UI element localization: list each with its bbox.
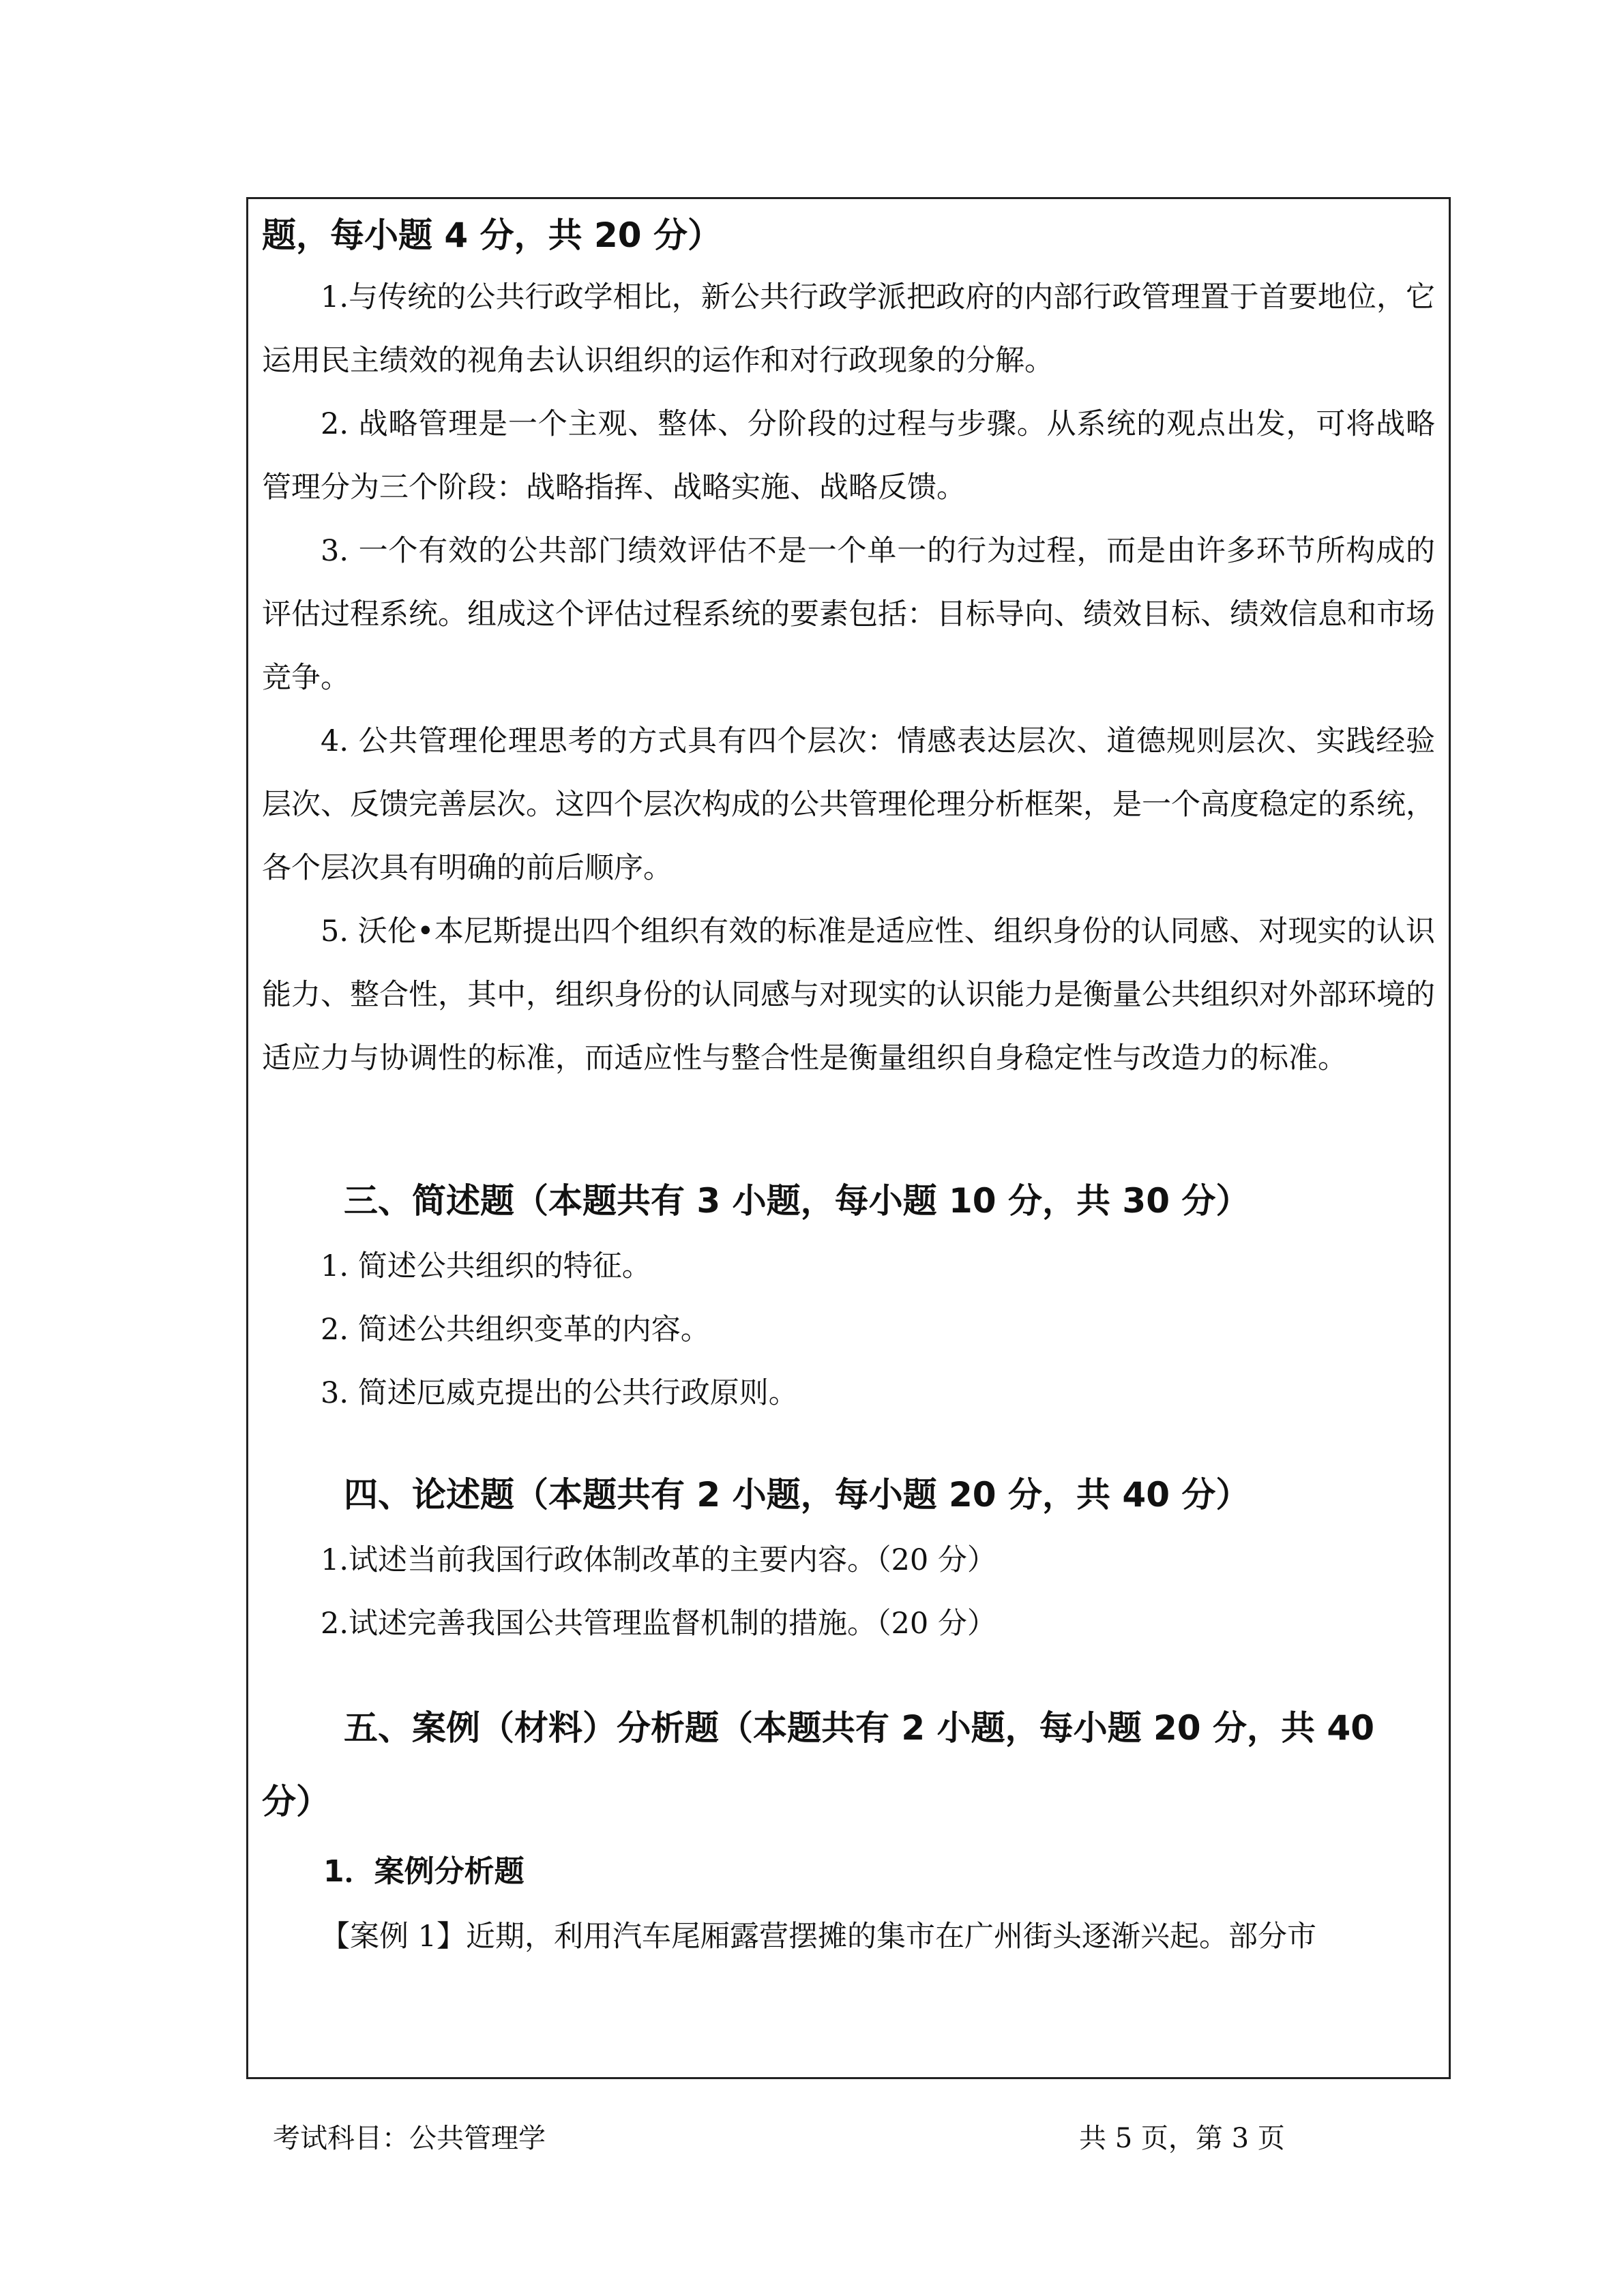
section4-heading: 四、论述题（本题共有 2 小题，每小题 20 分，共 40 分） xyxy=(344,1475,1250,1515)
question-frame xyxy=(246,197,1451,2079)
section3-heading: 三、简述题（本题共有 3 小题，每小题 10 分，共 30 分） xyxy=(344,1181,1250,1221)
short-answer-item-3: 3. 简述厄威克提出的公共行政原则。 xyxy=(321,1376,798,1410)
short-answer-item-2: 2. 简述公共组织变革的内容。 xyxy=(321,1313,710,1347)
tf-item-2: 2. 战略管理是一个主观、整体、分阶段的过程与步骤。从系统的观点出发，可将战略管理分为三个阶段：战略指挥、战略实施、战略反馈。 xyxy=(262,407,1435,505)
exam-content xyxy=(262,199,1435,1969)
essay-item-2: 2.试述完善我国公共管理监督机制的措施。（20 分） xyxy=(321,1607,996,1641)
short-answer-item-1: 1. 简述公共组织的特征。 xyxy=(321,1249,651,1283)
case-analysis-subheading: 1．案例分析题 xyxy=(323,1854,525,1889)
footer-page-number: 共 5 页，第 3 页 xyxy=(1079,2123,1285,2154)
essay-item-1: 1.试述当前我国行政体制改革的主要内容。（20 分） xyxy=(321,1543,996,1577)
section2-heading-tail: 题，每小题 4 分，共 20 分） xyxy=(262,215,722,255)
tf-item-4: 4. 公共管理伦理思考的方式具有四个层次：情感表达层次、道德规则层次、实践经验层次、反馈完善层次。这四个层次构成的公共管理伦理分析框架，是一个高度稳定的系统，各个层次具有明确的前后顺序。 xyxy=(262,724,1435,885)
section5-heading: 五、案例（材料）分析题（本题共有 2 小题，每小题 20 分，共 40 分） xyxy=(262,1708,1374,1821)
tf-item-5: 5. 沃伦•本尼斯提出四个组织有效的标准是适应性、组织身份的认同感、对现实的认识能力、整合性，其中，组织身份的认同感与对现实的认识能力是衡量公共组织对外部环境的适应力与协调性的标准，而适应性与整合性是衡量组织自身稳定性与改造力的标准。 xyxy=(262,914,1435,1075)
tf-item-1: 1.与传统的公共行政学相比，新公共行政学派把政府的内部行政管理置于首要地位，它运用民主绩效的视角去认识组织的运作和对行政现象的分解。 xyxy=(262,280,1435,378)
footer-subject: 考试科目：公共管理学 xyxy=(273,2123,546,2154)
tf-item-3: 3. 一个有效的公共部门绩效评估不是一个单一的行为过程，而是由许多环节所构成的评估过程系统。组成这个评估过程系统的要素包括：目标导向、绩效目标、绩效信息和市场竞争。 xyxy=(262,534,1435,695)
case-1-text: 【案例 1】近期，利用汽车尾厢露营摆摊的集市在广州街头逐渐兴起。部分市 xyxy=(321,1920,1317,1954)
